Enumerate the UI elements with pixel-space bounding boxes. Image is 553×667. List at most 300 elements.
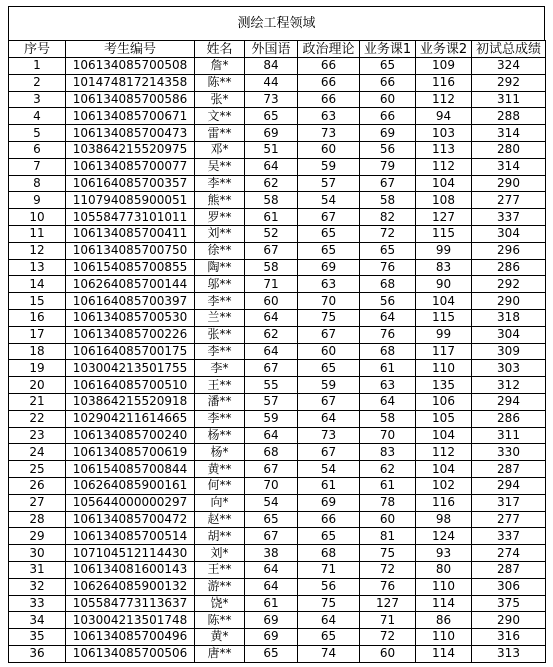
cell-seq: 16 <box>9 309 66 326</box>
cell-total-score: 277 <box>472 511 546 528</box>
cell-course-2: 114 <box>416 595 472 612</box>
cell-total-score: 290 <box>472 175 546 192</box>
cell-course-1: 72 <box>360 225 416 242</box>
cell-name: 邓* <box>195 141 245 158</box>
cell-candidate-id: 106134085700586 <box>66 91 195 108</box>
cell-course-2: 112 <box>416 444 472 461</box>
cell-total-score: 312 <box>472 377 546 394</box>
cell-candidate-id: 106134085700472 <box>66 511 195 528</box>
cell-total-score: 292 <box>472 276 546 293</box>
cell-candidate-id: 106134085700240 <box>66 427 195 444</box>
header-seq: 序号 <box>9 41 66 58</box>
cell-course-2: 105 <box>416 410 472 427</box>
cell-course-2: 106 <box>416 393 472 410</box>
cell-name: 张** <box>195 326 245 343</box>
cell-politics: 75 <box>298 595 360 612</box>
cell-foreign-language: 64 <box>245 561 298 578</box>
cell-name: 饶* <box>195 595 245 612</box>
cell-seq: 20 <box>9 377 66 394</box>
cell-course-1: 64 <box>360 309 416 326</box>
cell-course-2: 116 <box>416 74 472 91</box>
cell-seq: 25 <box>9 461 66 478</box>
cell-name: 杨* <box>195 444 245 461</box>
table-row <box>9 477 546 494</box>
cell-seq: 3 <box>9 91 66 108</box>
cell-seq: 21 <box>9 393 66 410</box>
cell-candidate-id: 106264085900132 <box>66 578 195 595</box>
cell-seq: 36 <box>9 645 66 662</box>
cell-total-score: 286 <box>472 410 546 427</box>
cell-candidate-id: 106134085700473 <box>66 125 195 142</box>
cell-name: 吴** <box>195 158 245 175</box>
table-row <box>9 645 546 662</box>
cell-course-2: 110 <box>416 578 472 595</box>
cell-seq: 32 <box>9 578 66 595</box>
cell-course-1: 76 <box>360 326 416 343</box>
cell-politics: 70 <box>298 293 360 310</box>
cell-name: 黄* <box>195 629 245 646</box>
cell-total-score: 337 <box>472 209 546 226</box>
cell-politics: 65 <box>298 242 360 259</box>
cell-course-2: 99 <box>416 242 472 259</box>
cell-foreign-language: 69 <box>245 125 298 142</box>
table-row <box>9 141 546 158</box>
cell-name: 张* <box>195 91 245 108</box>
cell-total-score: 274 <box>472 545 546 562</box>
cell-name: 雷** <box>195 125 245 142</box>
cell-total-score: 311 <box>472 427 546 444</box>
cell-name: 刘** <box>195 225 245 242</box>
cell-seq: 6 <box>9 141 66 158</box>
cell-candidate-id: 105584773113637 <box>66 595 195 612</box>
cell-course-1: 65 <box>360 58 416 75</box>
cell-foreign-language: 64 <box>245 158 298 175</box>
cell-course-2: 102 <box>416 477 472 494</box>
cell-candidate-id: 106134081600143 <box>66 561 195 578</box>
cell-seq: 28 <box>9 511 66 528</box>
cell-total-score: 303 <box>472 360 546 377</box>
cell-total-score: 288 <box>472 108 546 125</box>
table-row <box>9 225 546 242</box>
cell-total-score: 317 <box>472 494 546 511</box>
cell-seq: 23 <box>9 427 66 444</box>
cell-seq: 2 <box>9 74 66 91</box>
cell-course-2: 104 <box>416 461 472 478</box>
cell-candidate-id: 106134085700077 <box>66 158 195 175</box>
cell-course-1: 82 <box>360 209 416 226</box>
table-row <box>9 427 546 444</box>
cell-foreign-language: 51 <box>245 141 298 158</box>
cell-course-2: 90 <box>416 276 472 293</box>
cell-course-1: 56 <box>360 293 416 310</box>
cell-course-1: 61 <box>360 477 416 494</box>
cell-total-score: 280 <box>472 141 546 158</box>
cell-seq: 18 <box>9 343 66 360</box>
cell-politics: 57 <box>298 175 360 192</box>
table-row <box>9 326 546 343</box>
header-name: 姓名 <box>195 41 245 58</box>
cell-seq: 7 <box>9 158 66 175</box>
cell-total-score: 286 <box>472 259 546 276</box>
cell-course-2: 114 <box>416 645 472 662</box>
header-candidate-id: 考生编号 <box>66 41 195 58</box>
cell-candidate-id: 106134085700514 <box>66 528 195 545</box>
cell-name: 陈** <box>195 612 245 629</box>
cell-candidate-id: 105644000000297 <box>66 494 195 511</box>
cell-foreign-language: 38 <box>245 545 298 562</box>
cell-name: 向* <box>195 494 245 511</box>
cell-total-score: 311 <box>472 91 546 108</box>
cell-total-score: 296 <box>472 242 546 259</box>
cell-foreign-language: 65 <box>245 511 298 528</box>
cell-candidate-id: 107104512114430 <box>66 545 195 562</box>
cell-course-1: 60 <box>360 91 416 108</box>
cell-course-1: 60 <box>360 645 416 662</box>
cell-name: 王** <box>195 377 245 394</box>
table-row <box>9 242 546 259</box>
cell-course-2: 80 <box>416 561 472 578</box>
table-row <box>9 377 546 394</box>
cell-politics: 73 <box>298 125 360 142</box>
cell-name: 徐** <box>195 242 245 259</box>
table-row <box>9 511 546 528</box>
cell-seq: 35 <box>9 629 66 646</box>
cell-foreign-language: 44 <box>245 74 298 91</box>
cell-course-1: 78 <box>360 494 416 511</box>
cell-seq: 15 <box>9 293 66 310</box>
cell-course-1: 76 <box>360 578 416 595</box>
cell-candidate-id: 106134085700226 <box>66 326 195 343</box>
cell-course-1: 68 <box>360 343 416 360</box>
cell-course-2: 124 <box>416 528 472 545</box>
cell-total-score: 306 <box>472 578 546 595</box>
cell-course-1: 56 <box>360 141 416 158</box>
cell-name: 刘* <box>195 545 245 562</box>
cell-candidate-id: 106134085700750 <box>66 242 195 259</box>
table-row <box>9 360 546 377</box>
cell-candidate-id: 106164085700357 <box>66 175 195 192</box>
cell-seq: 1 <box>9 58 66 75</box>
cell-politics: 73 <box>298 427 360 444</box>
cell-foreign-language: 67 <box>245 461 298 478</box>
cell-foreign-language: 61 <box>245 209 298 226</box>
cell-total-score: 290 <box>472 612 546 629</box>
cell-course-1: 61 <box>360 360 416 377</box>
table-row <box>9 629 546 646</box>
cell-politics: 65 <box>298 360 360 377</box>
cell-seq: 34 <box>9 612 66 629</box>
cell-total-score: 330 <box>472 444 546 461</box>
cell-seq: 22 <box>9 410 66 427</box>
cell-course-2: 117 <box>416 343 472 360</box>
cell-politics: 71 <box>298 561 360 578</box>
cell-name: 陶** <box>195 259 245 276</box>
cell-course-1: 66 <box>360 74 416 91</box>
cell-seq: 12 <box>9 242 66 259</box>
cell-candidate-id: 106264085700144 <box>66 276 195 293</box>
cell-name: 潘** <box>195 393 245 410</box>
cell-foreign-language: 69 <box>245 629 298 646</box>
cell-total-score: 304 <box>472 326 546 343</box>
cell-course-1: 72 <box>360 561 416 578</box>
table-row <box>9 545 546 562</box>
cell-politics: 69 <box>298 494 360 511</box>
cell-total-score: 294 <box>472 393 546 410</box>
table-body <box>9 58 546 663</box>
cell-seq: 14 <box>9 276 66 293</box>
cell-total-score: 314 <box>472 125 546 142</box>
cell-candidate-id: 106154085700855 <box>66 259 195 276</box>
cell-name: 胡** <box>195 528 245 545</box>
cell-foreign-language: 54 <box>245 494 298 511</box>
cell-foreign-language: 58 <box>245 192 298 209</box>
score-table <box>8 40 546 663</box>
cell-politics: 69 <box>298 259 360 276</box>
cell-course-1: 83 <box>360 444 416 461</box>
cell-course-1: 72 <box>360 629 416 646</box>
sheet-title: 测绘工程领域 <box>8 6 545 41</box>
cell-seq: 10 <box>9 209 66 226</box>
cell-foreign-language: 67 <box>245 528 298 545</box>
cell-course-2: 94 <box>416 108 472 125</box>
cell-course-2: 104 <box>416 175 472 192</box>
cell-politics: 65 <box>298 528 360 545</box>
table-row <box>9 612 546 629</box>
cell-name: 黄** <box>195 461 245 478</box>
cell-course-2: 112 <box>416 91 472 108</box>
cell-course-1: 79 <box>360 158 416 175</box>
cell-name: 唐** <box>195 645 245 662</box>
cell-name: 李** <box>195 175 245 192</box>
cell-foreign-language: 64 <box>245 427 298 444</box>
cell-candidate-id: 106164085700510 <box>66 377 195 394</box>
cell-politics: 67 <box>298 209 360 226</box>
table-row <box>9 74 546 91</box>
cell-seq: 13 <box>9 259 66 276</box>
table-row <box>9 91 546 108</box>
cell-course-1: 65 <box>360 242 416 259</box>
cell-name: 陈** <box>195 74 245 91</box>
cell-foreign-language: 67 <box>245 360 298 377</box>
cell-course-2: 93 <box>416 545 472 562</box>
cell-foreign-language: 65 <box>245 108 298 125</box>
cell-candidate-id: 106134085700619 <box>66 444 195 461</box>
cell-course-2: 113 <box>416 141 472 158</box>
header-total-score: 初试总成绩 <box>472 41 546 58</box>
table-row <box>9 276 546 293</box>
cell-foreign-language: 60 <box>245 293 298 310</box>
cell-politics: 59 <box>298 158 360 175</box>
cell-seq: 26 <box>9 477 66 494</box>
table-row <box>9 528 546 545</box>
table-row <box>9 293 546 310</box>
header-course-2: 业务课2 <box>416 41 472 58</box>
cell-candidate-id: 106134085700530 <box>66 309 195 326</box>
cell-course-1: 68 <box>360 276 416 293</box>
cell-candidate-id: 106264085900161 <box>66 477 195 494</box>
cell-politics: 67 <box>298 444 360 461</box>
table-row <box>9 58 546 75</box>
cell-total-score: 313 <box>472 645 546 662</box>
cell-course-1: 62 <box>360 461 416 478</box>
cell-total-score: 337 <box>472 528 546 545</box>
cell-foreign-language: 62 <box>245 326 298 343</box>
cell-candidate-id: 106164085700397 <box>66 293 195 310</box>
cell-name: 邬** <box>195 276 245 293</box>
cell-foreign-language: 57 <box>245 393 298 410</box>
table-row <box>9 209 546 226</box>
cell-seq: 19 <box>9 360 66 377</box>
cell-total-score: 292 <box>472 74 546 91</box>
cell-name: 赵** <box>195 511 245 528</box>
cell-politics: 66 <box>298 91 360 108</box>
cell-politics: 56 <box>298 578 360 595</box>
cell-course-1: 127 <box>360 595 416 612</box>
cell-seq: 30 <box>9 545 66 562</box>
table-row <box>9 595 546 612</box>
cell-seq: 27 <box>9 494 66 511</box>
cell-total-score: 277 <box>472 192 546 209</box>
cell-candidate-id: 106134085700506 <box>66 645 195 662</box>
cell-seq: 17 <box>9 326 66 343</box>
table-row <box>9 108 546 125</box>
table-row <box>9 192 546 209</box>
cell-politics: 61 <box>298 477 360 494</box>
cell-candidate-id: 110794085900051 <box>66 192 195 209</box>
cell-course-1: 75 <box>360 545 416 562</box>
cell-politics: 60 <box>298 141 360 158</box>
cell-course-2: 110 <box>416 360 472 377</box>
cell-course-2: 108 <box>416 192 472 209</box>
cell-candidate-id: 106134085700671 <box>66 108 195 125</box>
cell-course-2: 127 <box>416 209 472 226</box>
cell-seq: 24 <box>9 444 66 461</box>
cell-seq: 5 <box>9 125 66 142</box>
cell-name: 游** <box>195 578 245 595</box>
cell-total-score: 290 <box>472 293 546 310</box>
cell-politics: 64 <box>298 612 360 629</box>
cell-politics: 65 <box>298 225 360 242</box>
cell-candidate-id: 103004213501748 <box>66 612 195 629</box>
cell-politics: 54 <box>298 461 360 478</box>
table-row <box>9 444 546 461</box>
cell-course-1: 71 <box>360 612 416 629</box>
table-row <box>9 578 546 595</box>
table-row <box>9 343 546 360</box>
cell-total-score: 324 <box>472 58 546 75</box>
cell-course-2: 110 <box>416 629 472 646</box>
cell-name: 文** <box>195 108 245 125</box>
cell-politics: 66 <box>298 74 360 91</box>
cell-name: 何** <box>195 477 245 494</box>
header-row <box>9 41 546 58</box>
cell-course-1: 63 <box>360 377 416 394</box>
cell-politics: 75 <box>298 309 360 326</box>
cell-name: 杨** <box>195 427 245 444</box>
table-row <box>9 561 546 578</box>
cell-foreign-language: 70 <box>245 477 298 494</box>
cell-course-1: 58 <box>360 410 416 427</box>
cell-total-score: 316 <box>472 629 546 646</box>
cell-seq: 31 <box>9 561 66 578</box>
table-row <box>9 158 546 175</box>
cell-candidate-id: 105584773101011 <box>66 209 195 226</box>
cell-foreign-language: 64 <box>245 343 298 360</box>
cell-course-2: 115 <box>416 225 472 242</box>
cell-name: 熊** <box>195 192 245 209</box>
cell-name: 李** <box>195 410 245 427</box>
cell-name: 李* <box>195 360 245 377</box>
cell-course-2: 103 <box>416 125 472 142</box>
cell-total-score: 318 <box>472 309 546 326</box>
header-foreign-language: 外国语 <box>245 41 298 58</box>
cell-course-2: 116 <box>416 494 472 511</box>
cell-name: 李** <box>195 343 245 360</box>
table-row <box>9 494 546 511</box>
cell-course-1: 70 <box>360 427 416 444</box>
cell-course-2: 99 <box>416 326 472 343</box>
cell-politics: 68 <box>298 545 360 562</box>
cell-course-2: 112 <box>416 158 472 175</box>
cell-name: 王** <box>195 561 245 578</box>
cell-total-score: 287 <box>472 461 546 478</box>
cell-politics: 59 <box>298 377 360 394</box>
cell-candidate-id: 106134085700508 <box>66 58 195 75</box>
cell-seq: 29 <box>9 528 66 545</box>
cell-seq: 9 <box>9 192 66 209</box>
cell-course-1: 58 <box>360 192 416 209</box>
cell-course-2: 109 <box>416 58 472 75</box>
cell-foreign-language: 64 <box>245 309 298 326</box>
cell-foreign-language: 59 <box>245 410 298 427</box>
cell-foreign-language: 84 <box>245 58 298 75</box>
table-row <box>9 175 546 192</box>
cell-seq: 8 <box>9 175 66 192</box>
cell-foreign-language: 62 <box>245 175 298 192</box>
cell-course-1: 64 <box>360 393 416 410</box>
cell-candidate-id: 103864215520975 <box>66 141 195 158</box>
cell-seq: 4 <box>9 108 66 125</box>
cell-politics: 63 <box>298 108 360 125</box>
cell-candidate-id: 103864215520918 <box>66 393 195 410</box>
cell-total-score: 314 <box>472 158 546 175</box>
cell-foreign-language: 73 <box>245 91 298 108</box>
cell-course-2: 86 <box>416 612 472 629</box>
cell-foreign-language: 52 <box>245 225 298 242</box>
cell-candidate-id: 106134085700496 <box>66 629 195 646</box>
cell-total-score: 304 <box>472 225 546 242</box>
cell-seq: 33 <box>9 595 66 612</box>
cell-candidate-id: 101474817214358 <box>66 74 195 91</box>
cell-foreign-language: 61 <box>245 595 298 612</box>
cell-course-2: 104 <box>416 427 472 444</box>
cell-total-score: 309 <box>472 343 546 360</box>
cell-course-1: 81 <box>360 528 416 545</box>
cell-politics: 54 <box>298 192 360 209</box>
cell-candidate-id: 106154085700844 <box>66 461 195 478</box>
table-row <box>9 461 546 478</box>
cell-course-1: 67 <box>360 175 416 192</box>
cell-foreign-language: 58 <box>245 259 298 276</box>
cell-course-1: 66 <box>360 108 416 125</box>
cell-course-2: 104 <box>416 293 472 310</box>
cell-candidate-id: 106164085700175 <box>66 343 195 360</box>
cell-foreign-language: 68 <box>245 444 298 461</box>
cell-politics: 67 <box>298 326 360 343</box>
table-row <box>9 125 546 142</box>
cell-foreign-language: 55 <box>245 377 298 394</box>
cell-candidate-id: 103004213501755 <box>66 360 195 377</box>
